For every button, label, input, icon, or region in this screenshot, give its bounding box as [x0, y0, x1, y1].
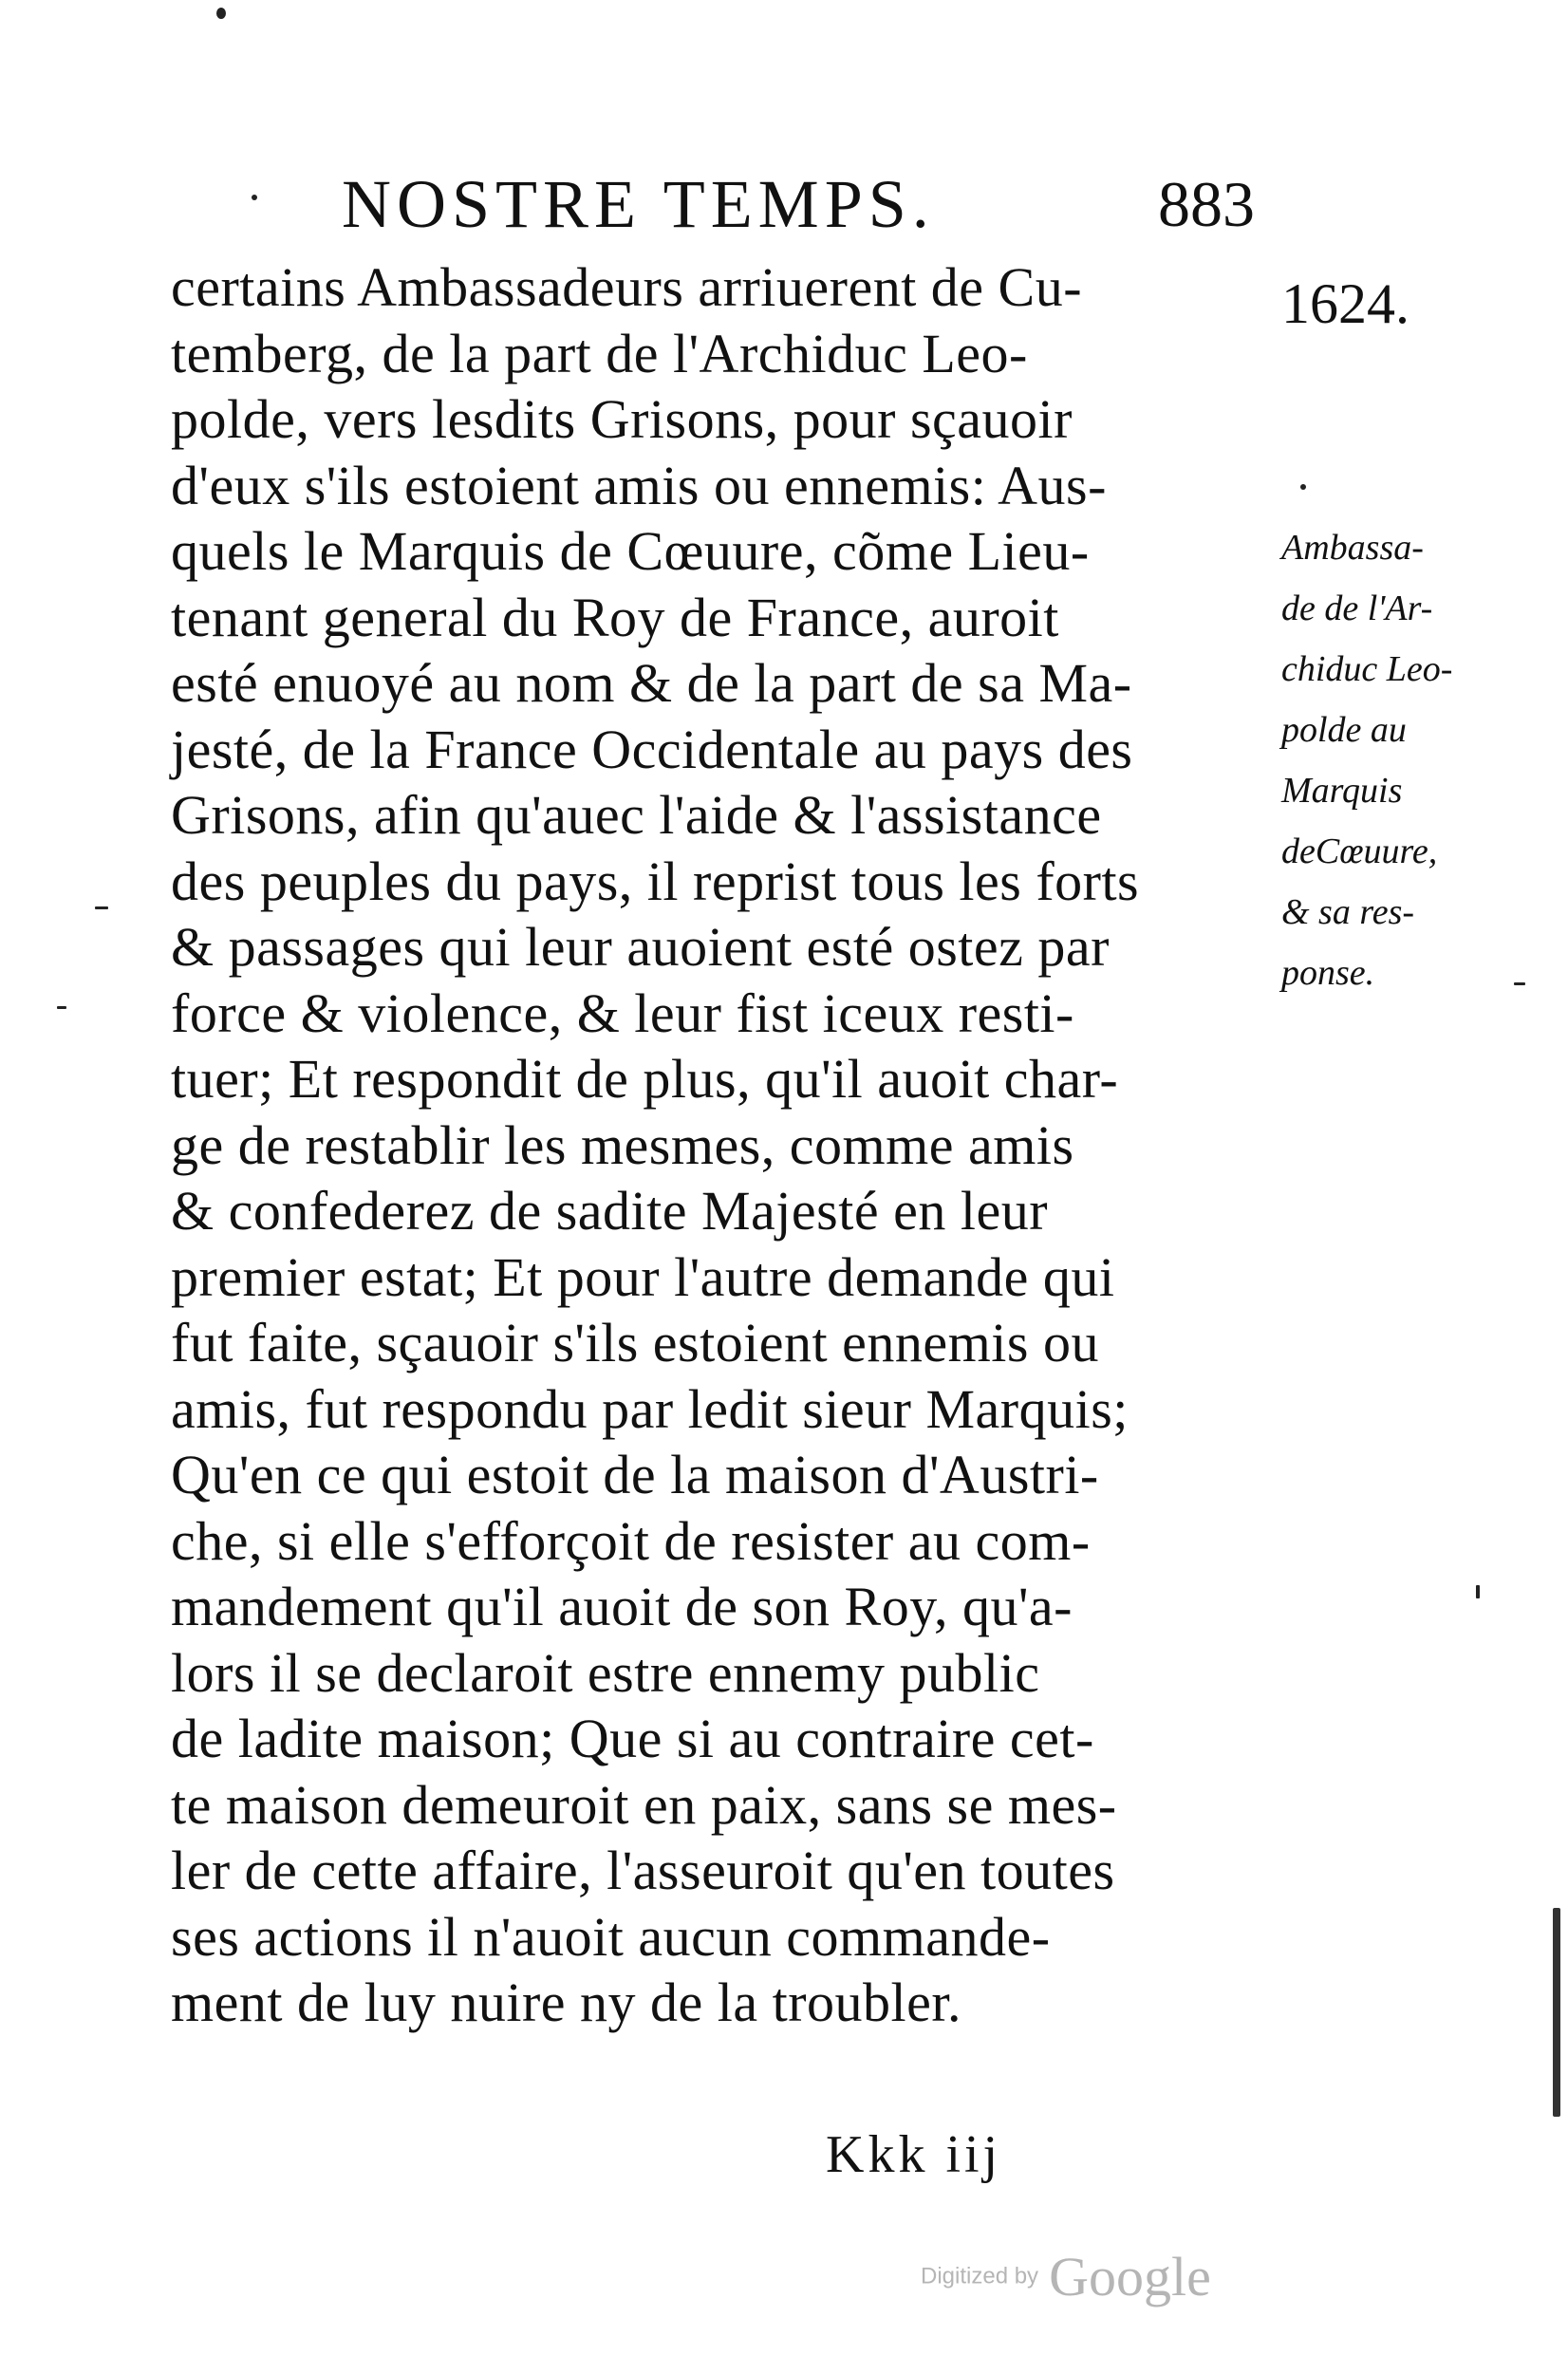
marginal-note-line: & sa res-	[1281, 892, 1415, 932]
ink-speck	[1300, 484, 1306, 490]
marginal-note-line: Marquis	[1281, 771, 1403, 811]
text-line: & passages qui leur auoient esté ostez par	[171, 916, 1110, 978]
ink-speck	[1553, 1908, 1560, 2117]
text-line: ge de restablir les mesmes, comme amis	[171, 1113, 1074, 1176]
marginal-note-line: de de l'Ar-	[1281, 589, 1433, 628]
marginal-note	[1281, 517, 1528, 1003]
text-line: fut faite, sçauoir s'ils estoient ennemis ou	[171, 1312, 1099, 1373]
text-line: quels le Marquis de Cœuure, cõme Lieu-	[171, 520, 1090, 582]
marginal-note-line: chiduc Leo-	[1281, 649, 1453, 689]
marginal-note-line: Ambassa-	[1281, 528, 1424, 568]
ink-speck	[216, 8, 226, 19]
marginal-note-line: polde au	[1281, 710, 1407, 750]
ink-speck	[1476, 1585, 1480, 1598]
running-head	[342, 161, 1291, 247]
text-line: che, si elle s'efforçoit de resister au com-	[171, 1509, 1091, 1572]
text-line: polde, vers lesdits Grisons, pour sçauoir	[171, 388, 1073, 450]
text-line: force & violence, & leur fist iceux resti-	[171, 981, 1074, 1044]
text-line: jesté, de la France Occidentale au pays des	[171, 718, 1133, 780]
digitized-watermark	[921, 2245, 1211, 2321]
running-title: NOSTRE TEMPS.	[342, 166, 935, 242]
body-text	[171, 254, 1272, 2036]
ink-speck	[57, 1006, 66, 1009]
text-line: te maison demeuroit en paix, sans se mes-	[171, 1773, 1117, 1836]
text-line: d'eux s'ils estoient amis ou ennemis: Aus-	[171, 454, 1107, 516]
text-line: tenant general du Roy de France, auroit	[171, 586, 1059, 648]
ink-speck	[252, 195, 257, 200]
text-line: de ladite maison; Que si au contraire cet-	[171, 1708, 1094, 1769]
margin-year: 1624.	[1281, 272, 1409, 335]
text-line: des peuples du pays, il reprist tous les forts	[171, 850, 1140, 912]
text-line: esté enuoyé au nom & de la part de sa Ma-	[171, 652, 1132, 714]
marginal-note-line: ponse.	[1281, 953, 1375, 993]
watermark-logo: Google	[1049, 2246, 1211, 2308]
ink-speck	[95, 906, 108, 909]
text-line: certains Ambassadeurs arriuerent de Cu-	[171, 256, 1083, 318]
text-line: ses actions il n'auoit aucun commande-	[171, 1905, 1051, 1968]
marginal-note-line: deCœuure,	[1281, 831, 1438, 871]
text-line: amis, fut respondu par ledit sieur Marquis;	[171, 1377, 1129, 1440]
text-line: mandement qu'il auoit de son Roy, qu'a-	[171, 1576, 1073, 1637]
text-line: Qu'en ce qui estoit de la maison d'Austri-	[171, 1444, 1099, 1505]
page-number: 883	[1158, 168, 1255, 240]
signature-mark: Kkk iij	[826, 2125, 1002, 2184]
text-line: temberg, de la part de l'Archiduc Leo-	[171, 322, 1028, 384]
text-line: ment de luy nuire ny de la troubler.	[171, 1971, 962, 2033]
text-line: ler de cette affaire, l'asseuroit qu'en toutes	[171, 1840, 1115, 1901]
watermark-prefix: Digitized by	[921, 2263, 1039, 2289]
text-line: premier estat; Et pour l'autre demande qui	[171, 1245, 1115, 1308]
text-line: Grisons, afin qu'auec l'aide & l'assistance	[171, 784, 1102, 846]
text-line: & confederez de sadite Majesté en leur	[171, 1180, 1049, 1242]
text-line: lors il se declaroit estre ennemy public	[171, 1641, 1040, 1704]
text-line: tuer; Et respondit de plus, qu'il auoit char-	[171, 1048, 1119, 1110]
